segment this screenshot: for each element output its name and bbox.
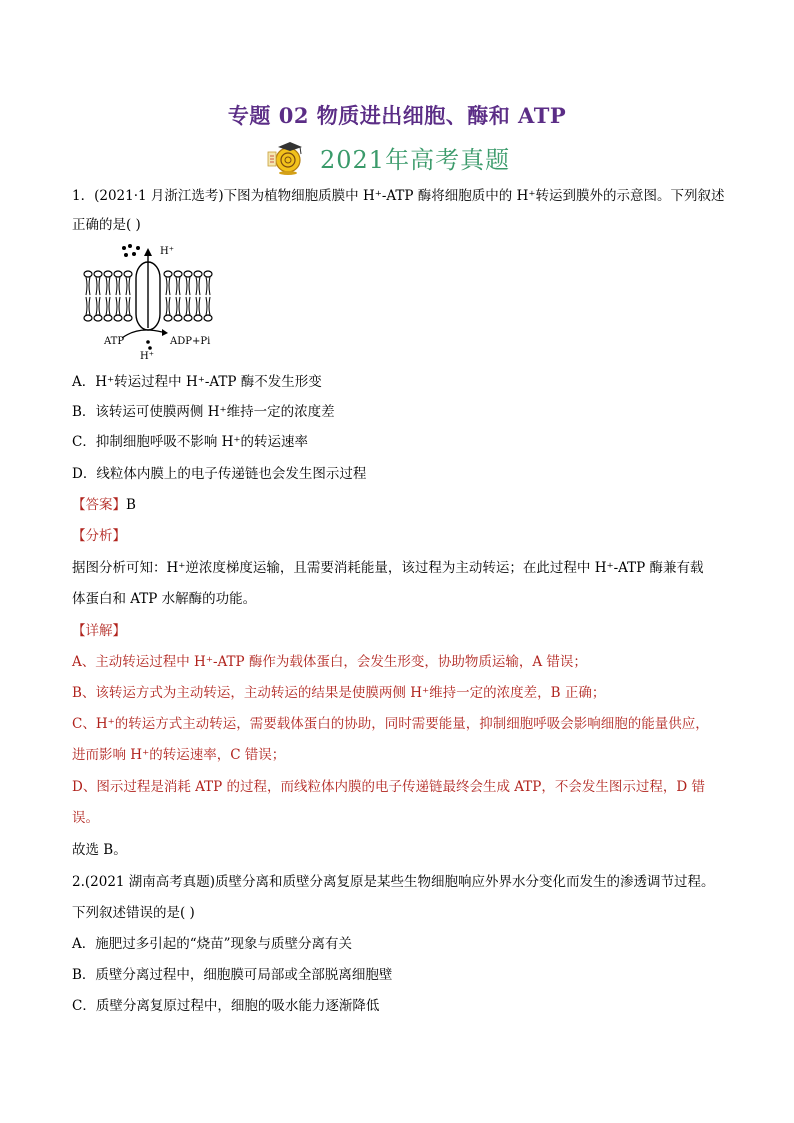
answer-value: B — [126, 497, 136, 513]
membrane-pump-diagram — [78, 240, 218, 362]
q2-option-a: A．施肥过多引起的“烧苗”现象与质壁分离有关 — [72, 936, 353, 952]
label-h-top: H⁺ — [160, 246, 174, 257]
q1-option-b: B．该转运可使膜两侧 H⁺维持一定的浓度差 — [72, 404, 335, 420]
label-adp: ADP+Pi — [170, 336, 211, 347]
detail-line-d2: 误。 — [72, 810, 99, 826]
analysis-line2: 体蛋白和 ATP 水解酶的功能。 — [72, 591, 257, 607]
q1-conclusion: 故选 B。 — [72, 842, 127, 858]
q1-answer-line — [72, 489, 722, 521]
page-title: 专题 02 物质进出细胞、酶和 ATP — [227, 103, 567, 128]
analysis-tag: 【分析】 — [72, 528, 126, 544]
detail-line-d1: D、图示过程是消耗 ATP 的过程，而线粒体内膜的电子传递链最终会生成 ATP，不会发生图示过程，D 错 — [72, 779, 706, 795]
label-atp: ATP — [104, 336, 125, 347]
q1-stem-line2: 正确的是( ) — [72, 217, 141, 233]
q1-option-a: A．H⁺转运过程中 H⁺-ATP 酶不发生形变 — [72, 374, 322, 390]
proton-dots-top — [122, 244, 140, 257]
proton-dots-bottom — [146, 340, 152, 350]
q1-option-c: C．抑制细胞呼吸不影响 H⁺的转运速率 — [72, 434, 309, 450]
mascot-logo-icon — [266, 140, 308, 176]
label-h-bottom: H⁺ — [140, 351, 154, 362]
q2-option-b: B．质壁分离过程中，细胞膜可局部或全部脱离细胞壁 — [72, 967, 393, 983]
detail-line-c2: 进而影响 H⁺的转运速率，C 错误； — [72, 747, 286, 763]
q2-stem-line1: 2.(2021 湖南高考真题)质壁分离和质壁分离复原是某些生物细胞响应外界水分变化而发生的渗透调节过程。 — [72, 874, 715, 890]
detail-line-a: A、主动转运过程中 H⁺-ATP 酶作为载体蛋白，会发生形变，协助物质运输，A 错误； — [72, 654, 587, 670]
subtitle-row — [0, 138, 794, 178]
q2-stem-line2: 下列叙述错误的是( ) — [72, 905, 195, 921]
q2-option-c: C．质壁分离复原过程中，细胞的吸水能力逐渐降低 — [72, 998, 380, 1014]
detail-line-c1: C、H⁺的转运方式主动转运，需要载体蛋白的协助，同时需要能量，抑制细胞呼吸会影响细胞的能量供应， — [72, 716, 709, 732]
detail-tag: 【详解】 — [72, 623, 126, 639]
q1-option-d: D．线粒体内膜上的电子传递链也会发生图示过程 — [72, 466, 367, 482]
section-subtitle: 2021年高考真题 — [320, 146, 511, 174]
q1-stem-line1: 1．(2021·1 月浙江选考)下图为植物细胞质膜中 H⁺-ATP 酶将细胞质中的 H⁺转运到膜外的示意图。下列叙述 — [72, 188, 725, 204]
answer-tag: 【答案】 — [72, 497, 126, 513]
analysis-line1: 据图分析可知：H⁺逆浓度梯度运输，且需要消耗能量，该过程为主动转运；在此过程中 H⁺-ATP 酶兼有载 — [72, 560, 704, 576]
detail-line-b: B、该转运方式为主动转运，主动转运的结果是使膜两侧 H⁺维持一定的浓度差，B 正确； — [72, 685, 606, 701]
